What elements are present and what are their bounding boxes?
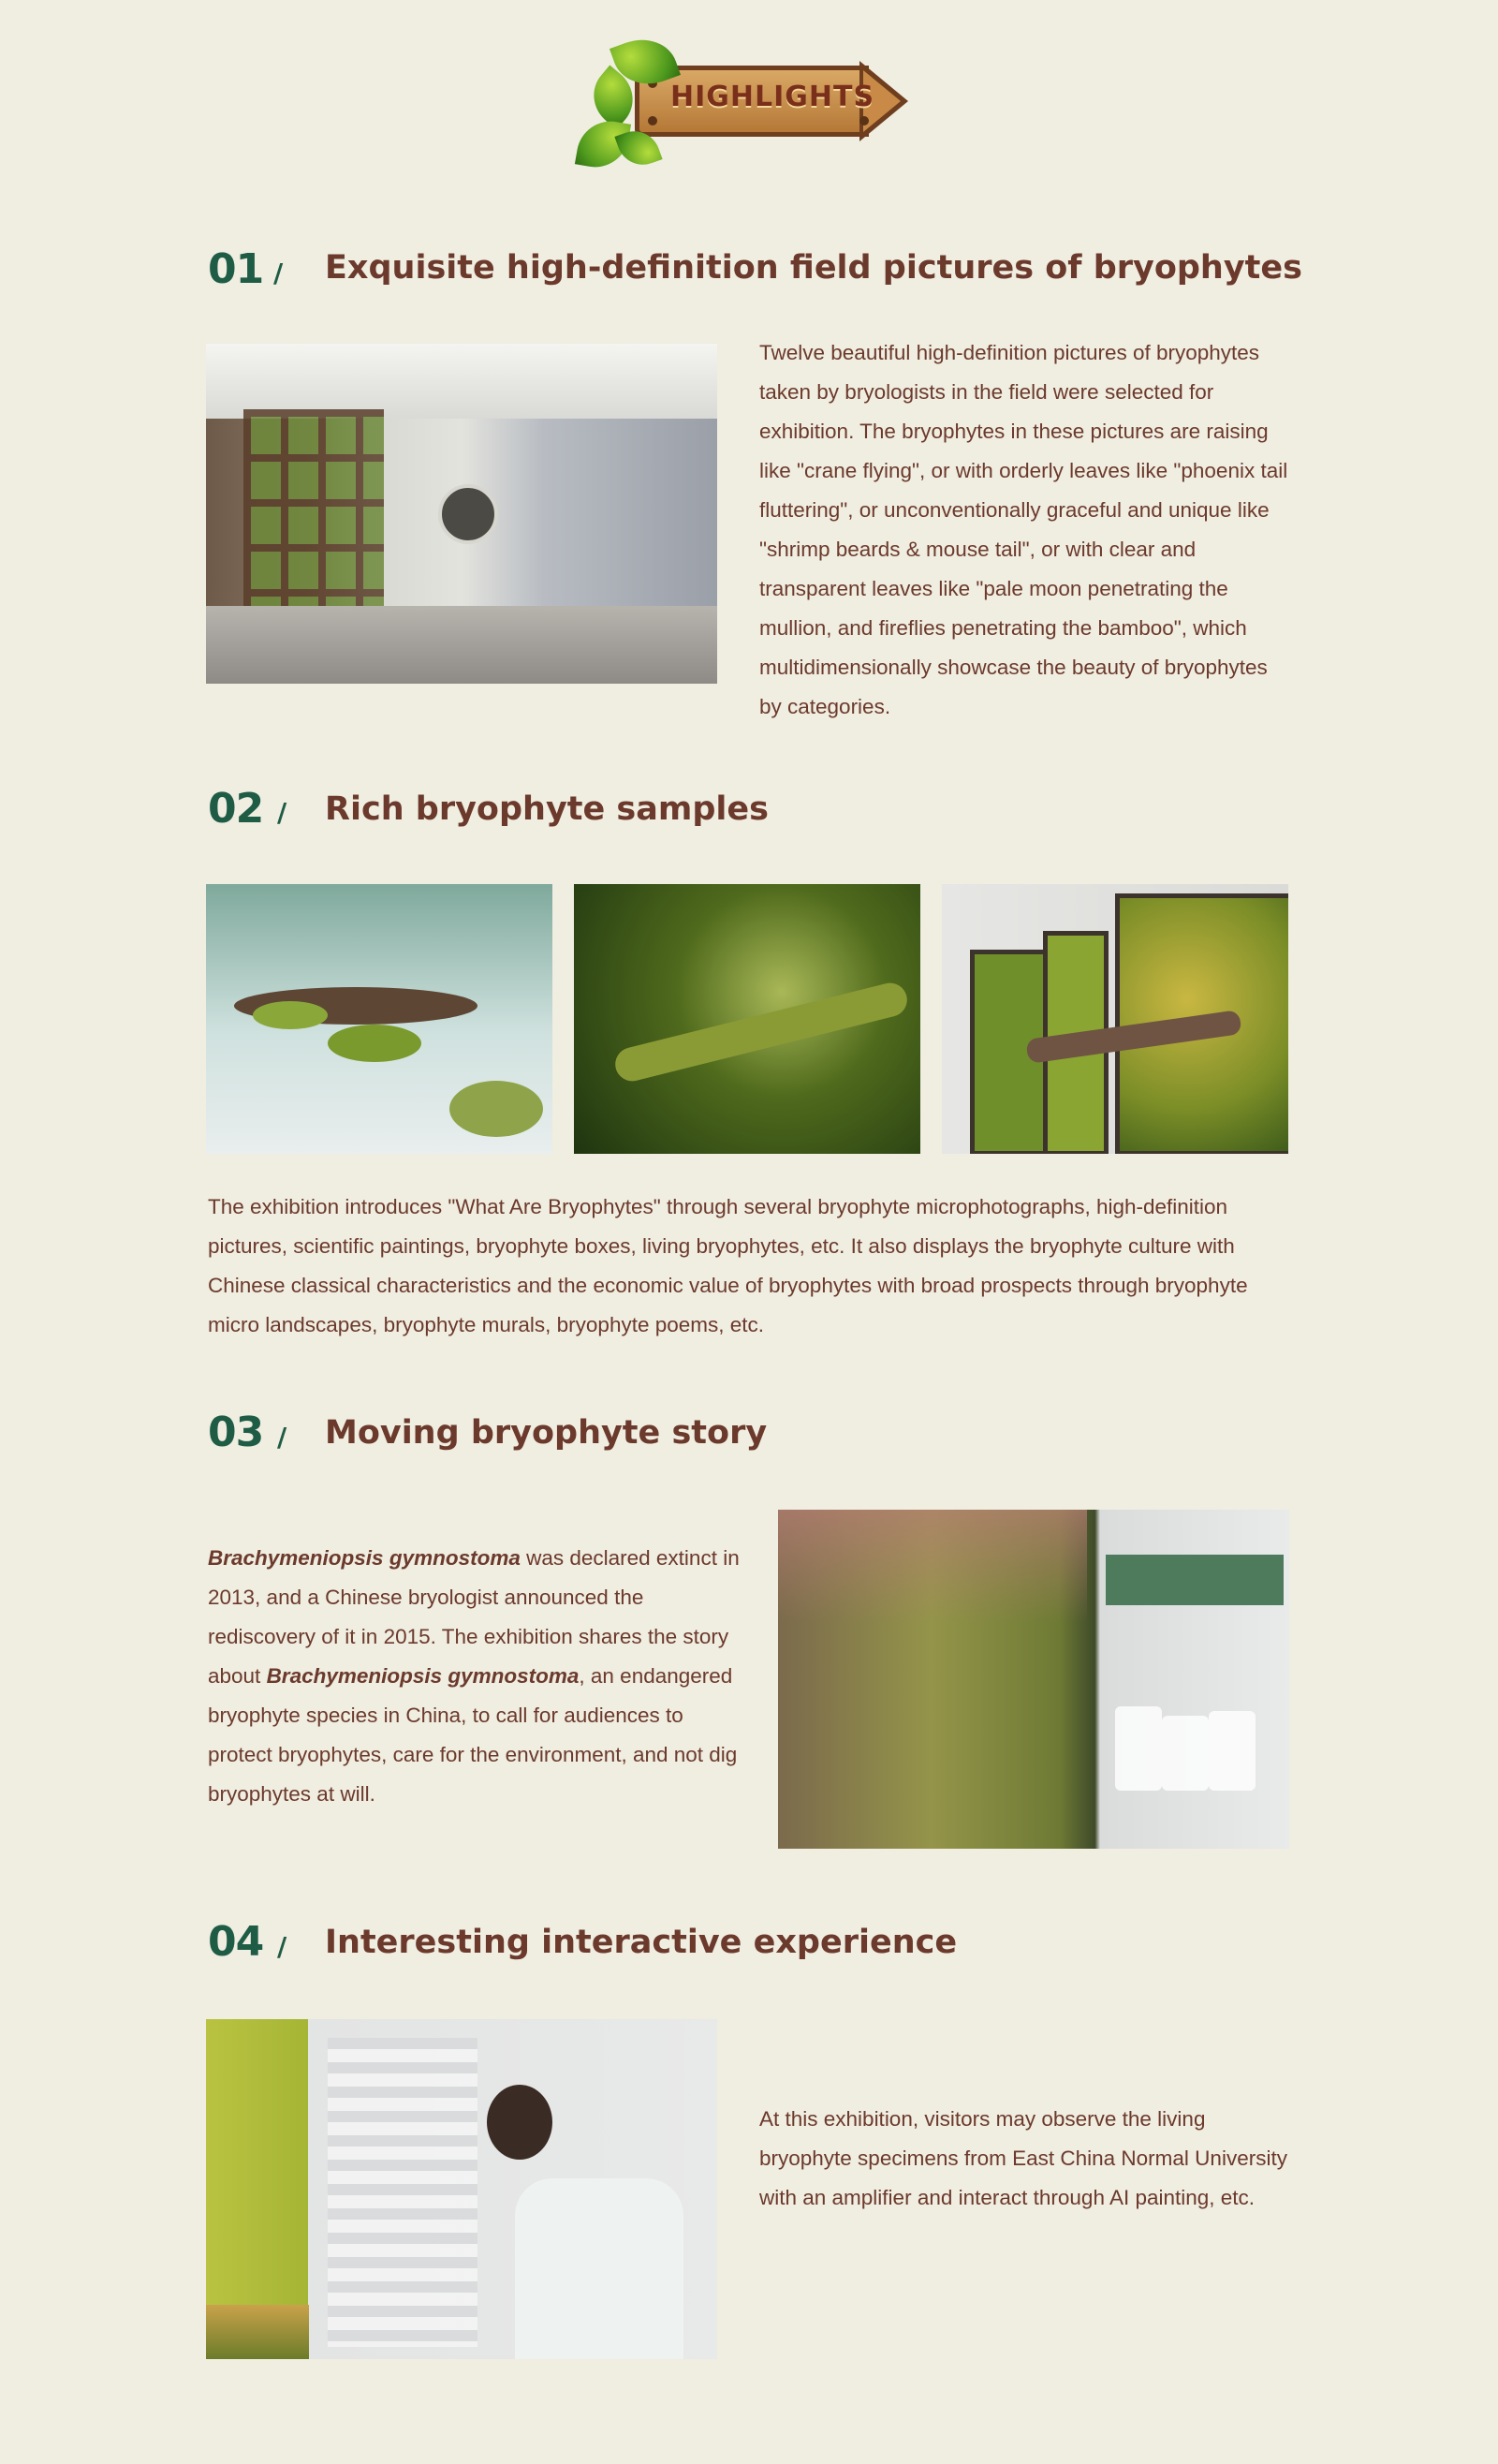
story-text-part: , an endangered bryophyte species in China, to call for audiences to protect bryophytes, care for the environment, and not dig bryophytes at will. <box>208 1664 738 1806</box>
moss-on-branch-photo <box>574 884 920 1154</box>
section-01-heading <box>208 245 263 293</box>
interactive-exhibit-photo <box>206 2019 717 2359</box>
highlights-title: HIGHLIGHTS <box>670 81 875 113</box>
section-title: Exquisite high-definition field pictures of bryophytes <box>325 249 1302 287</box>
species-name: Brachymeniopsis gymnostoma <box>208 1546 521 1570</box>
divider-slash: / <box>277 1422 287 1453</box>
section-number: 03 <box>208 1409 264 1456</box>
section-number: 04 <box>208 1918 264 1966</box>
moss-mural-photo <box>942 884 1288 1154</box>
section-04-heading <box>208 1918 263 1966</box>
highlights-sign <box>579 26 916 184</box>
bryophyte-story-exhibit-photo <box>778 1510 1289 1849</box>
section-02-text: The exhibition introduces "What Are Bryophytes" through several bryophyte microphotographs, high-definition pictures, scientific paintings, bryophyte boxes, living bryophytes, etc. It also displays the bryophyte culture with Chinese classical characteristics and the economic value of bryophytes with broad prospects through bryophyte micro landscapes, bryophyte murals, bryophyte poems, etc. <box>208 1195 1248 1336</box>
section-number: 02 <box>208 785 264 833</box>
section-number: 01 <box>208 245 264 293</box>
section-01-text: Twelve beautiful high-definition pictures of bryophytes taken by bryologists in the field were selected for exhibition. The bryophytes in these pictures are raising like "crane flying", or with orderly leaves like "phoenix tail fluttering", or unconventionally graceful and unique like "shrimp beards & mouse tail", or with clear and transparent leaves like "pale moon penetrating the mullion, and fireflies penetrating the bamboo", which multidimensionally showcase the beauty of bryophytes by categories. <box>759 341 1288 718</box>
story-text-part: was declared extinct in 2013, and a Chinese bryologist announced the rediscovery of it in 2015. The exhibition shares the story about <box>208 1546 740 1688</box>
section-02-heading <box>208 785 263 833</box>
section-04-text: At this exhibition, visitors may observe the living bryophyte specimens from East China Normal University with an amplifier and interact through AI painting, etc. <box>759 2107 1287 2209</box>
section-title: Moving bryophyte story <box>325 1414 768 1452</box>
bolt-icon <box>648 116 657 125</box>
section-title: Interesting interactive experience <box>325 1924 958 1961</box>
section-title: Rich bryophyte samples <box>325 790 769 828</box>
gallery-corridor-photo <box>206 344 717 684</box>
divider-slash: / <box>273 258 284 288</box>
moss-samples-display-photo <box>206 884 552 1154</box>
section-03-text <box>208 1539 742 1814</box>
divider-slash: / <box>277 1931 287 1962</box>
divider-slash: / <box>277 797 287 828</box>
bolt-icon <box>859 116 869 125</box>
species-name: Brachymeniopsis gymnostoma <box>266 1664 580 1688</box>
section-03-heading <box>208 1409 263 1456</box>
